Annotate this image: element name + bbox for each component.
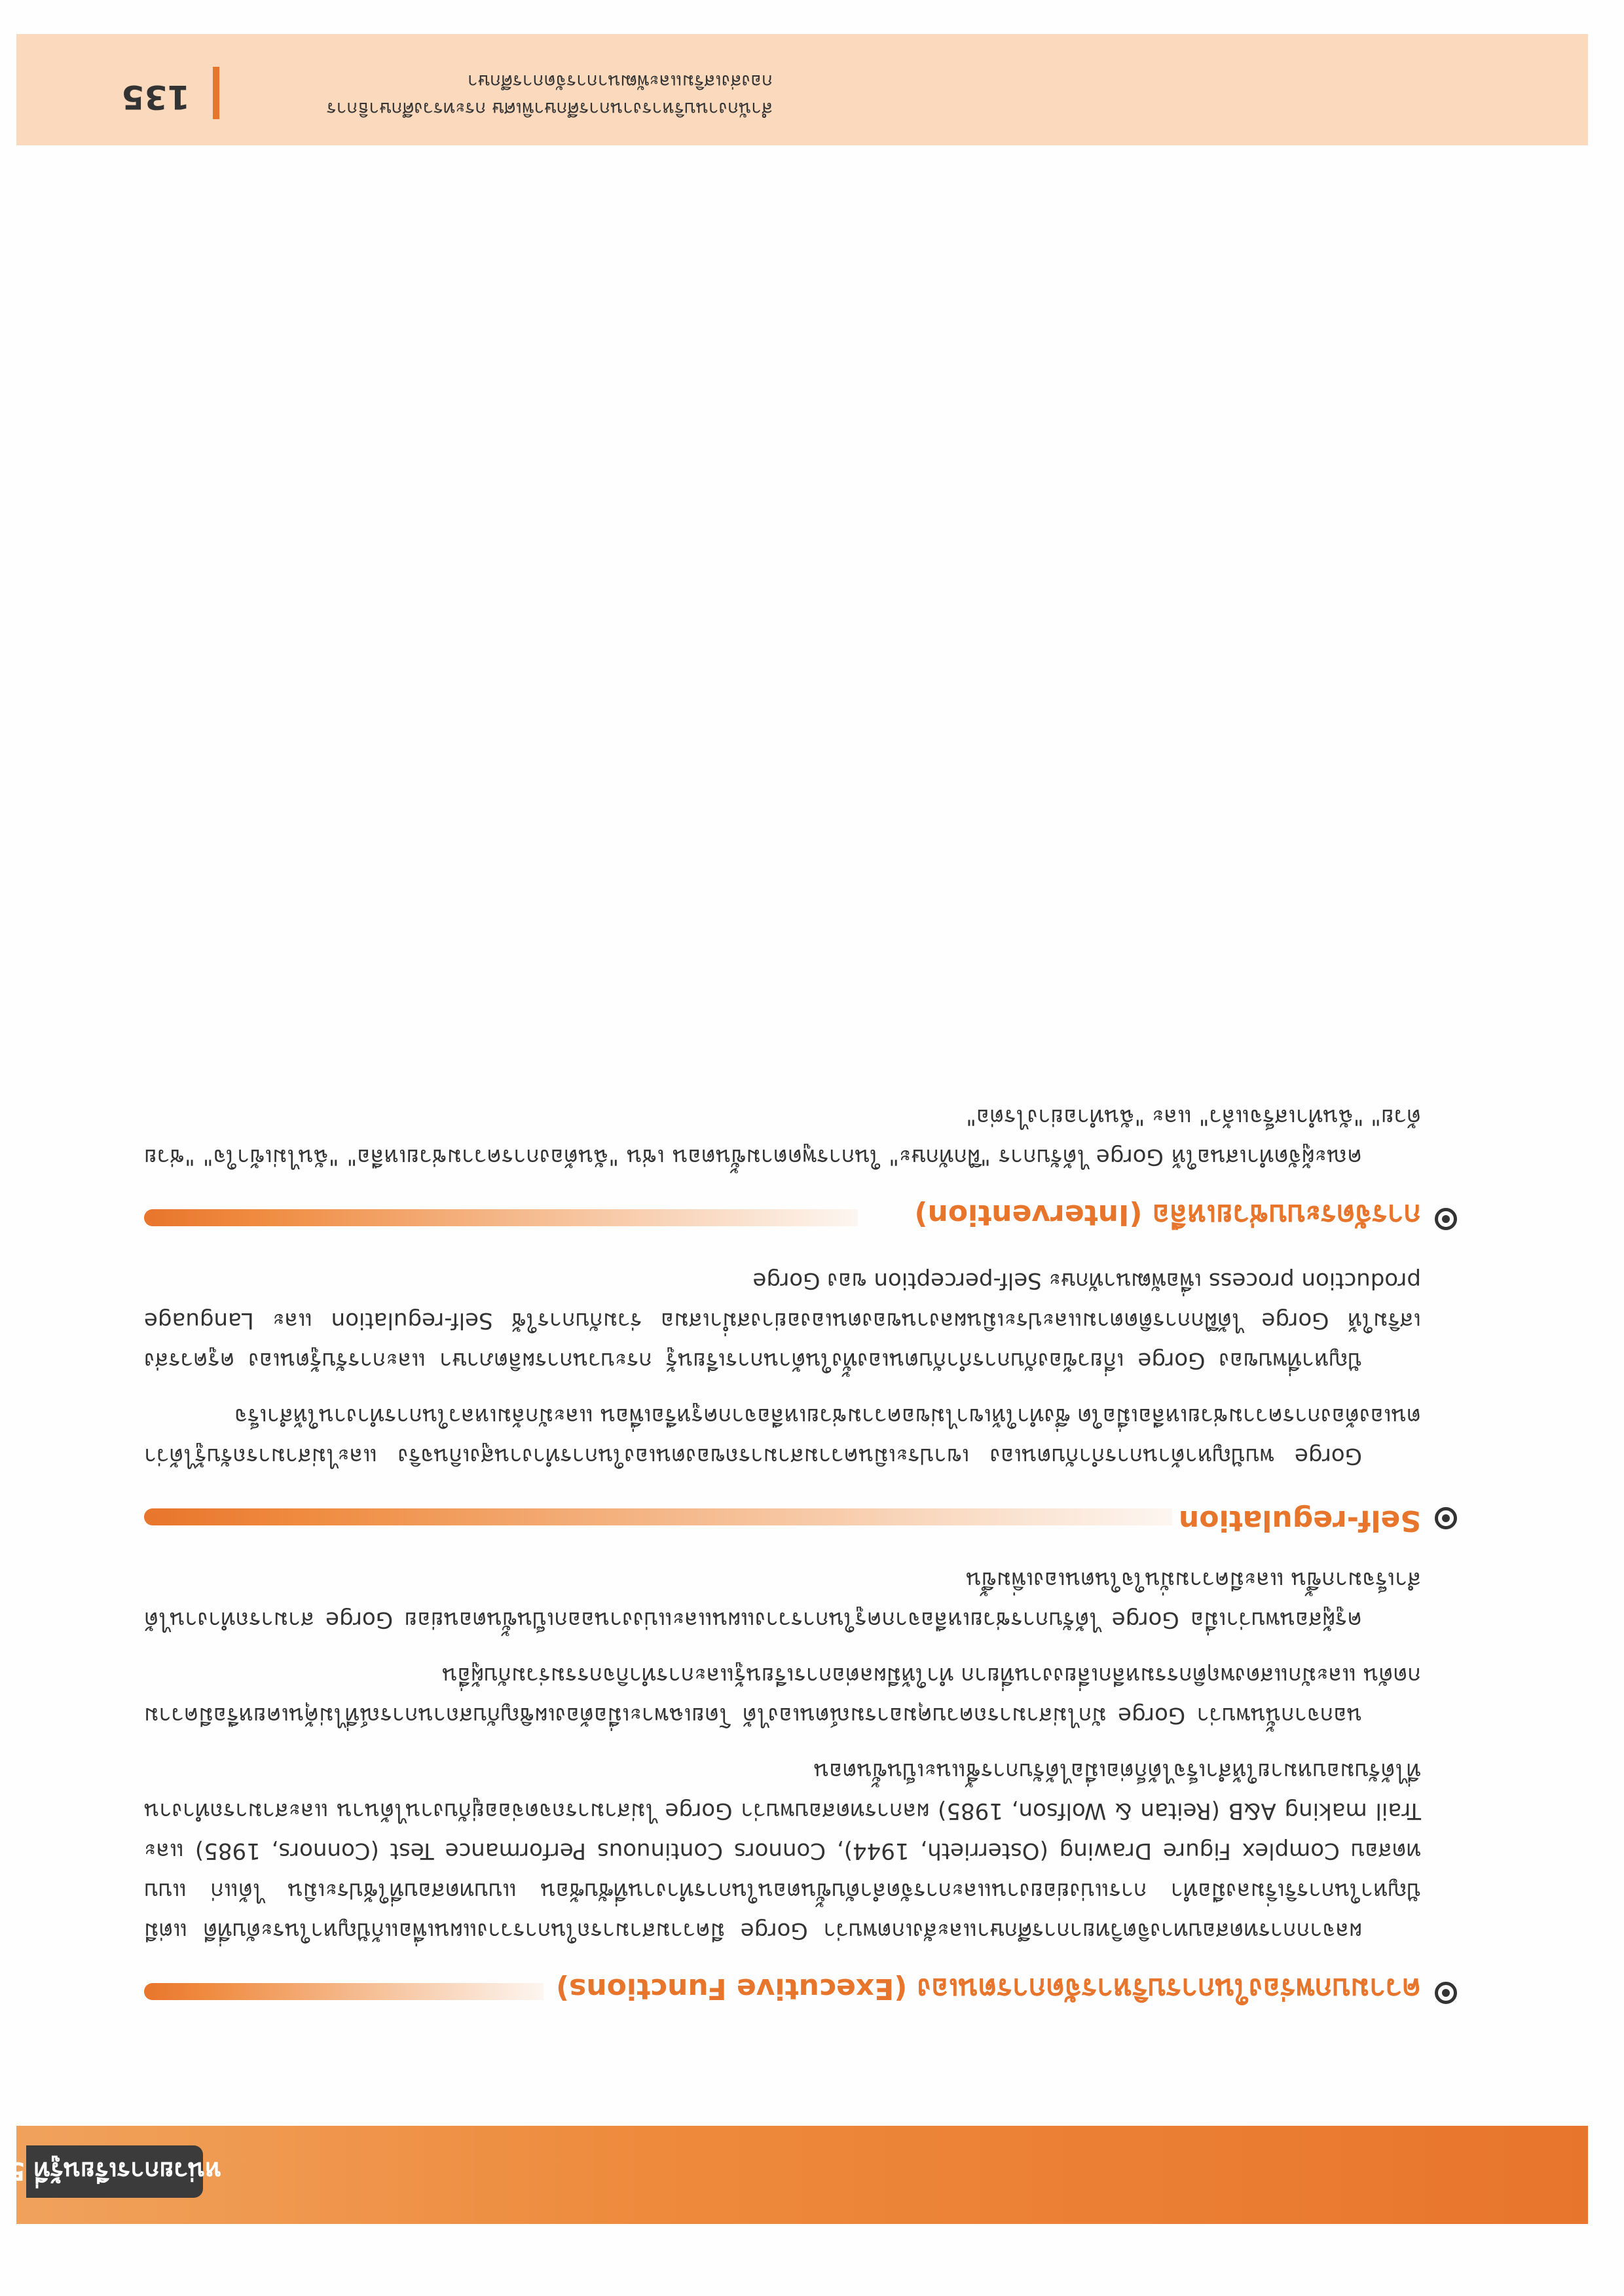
section-intervention (144, 1097, 1421, 1241)
heading-rule (144, 1209, 858, 1226)
content-area (144, 1081, 1421, 2014)
section-self-regulation (144, 1260, 1421, 1540)
section-title: การจัดระบบช่วยเหลือ (Intervention) (914, 1198, 1421, 1231)
publisher-line: สำนักงานบริหารงานการศึกษาพิเศษ กระทรวงศึกษาธิการ (326, 98, 773, 120)
header-band (16, 2126, 1588, 2224)
section-bullet-icon (1435, 1982, 1457, 2004)
section-bullet-icon (1435, 1507, 1457, 1529)
publisher-line: กองส่งเสริมและพัฒนาการจัดการศึกษา (467, 71, 773, 92)
paragraph: Gorge พบปัญหาด้านการกำกับตนเอง เขาประเมินความสามารถของตนเองในการทำงานสูงเกินจริง และไม่สามารถรับรู้ได้ว่าตนเองต้องการความช่วยเหลือเมื่อใด ซึ่งทำให้เขาไม่ขอความช่วยเหลือจากครูหรือเพื่อน และมักล้มเหลวในการทำงานให้สำเร็จ (144, 1403, 1421, 1469)
paragraph: ผลจากการทดสอบทางจิตวิทยาการศึกษาและสังเกตพบว่า Gorge มีความสามารถในการวางแผนเพื่อแก้ปัญหาในระดับที่ดี แต่มีปัญหาในการริเริ่มลงมือทำ การแบ่งย่อยงานและการจัดลำดับขั้นตอนในการทำงานที่ซับซ้อน แบบทดสอบที่ใช้ประเมิน ได้แก่ แบบทดสอบ Complex Figure Drawing (Osterrieth, 1944), Connors Continuous Performance Test (Connors, 1985) และ Trail making A&B (Reitan & Wolfson, 1985) ผลการทดสอบพบว่า Gorge ไม่สามารถจดจ่ออยู่กับงานได้นาน และสามารถทำงานที่ได้รับมอบหมายให้สำเร็จได้ก็ต่อเมื่อได้รับการชี้แนะเป็นขั้นตอน (144, 1758, 1421, 1944)
footer-publisher (236, 67, 773, 122)
chapter-label: หน่วยการเรียนรู้ที่ 5 (26, 2145, 203, 2198)
section-bullet-icon (1435, 1208, 1457, 1230)
section-heading (144, 1195, 1421, 1241)
paragraph: นอกจากนั้นพบว่า Gorge มักไม่สามารถควบคุมอารมณ์ตนเองได้ โดยเฉพาะเมื่อต้องเผชิญกับสถานการณ์ที่ไม่คุ้นเคยหรือมีความกดดัน และมักแสดงพฤติกรรมหลีกเลี่ยงงานที่ยาก ทำให้มีผลต่อการเรียนรู้และการทำกิจกรรมร่วมกับผู้อื่น (144, 1662, 1421, 1728)
section-title: Self-regulation (1178, 1504, 1421, 1537)
heading-rule (144, 1508, 1172, 1525)
section-heading (144, 1969, 1421, 2014)
page-number: 135 (121, 78, 190, 116)
section-heading (144, 1494, 1421, 1540)
footer-divider (213, 67, 219, 119)
section-executive-functions (144, 1559, 1421, 2014)
paragraph: ครูผู้สอนพบว่าเมื่อ Gorge ได้รับการช่วยเหลือจากครูในการวางแผนและแบ่งงานออกเป็นขั้นตอนย่อย Gorge สามารถทำงานได้สำเร็จมากขึ้น และมีความมั่นใจในตนเองเพิ่มขึ้น (144, 1567, 1421, 1633)
paragraph: ปัญหาที่พบของ Gorge เกี่ยวข้องกับการกำกับตนเองทั้งในด้านการเรียนรู้ กระบวนการผลิตภาษา และการรับรู้ตนเอง ครูควรส่งเสริมให้ Gorge ได้ฝึกการติดตามและประเมินผลงานของตนเองอย่างสม่ำเสมอ ร่วมกับการใช้ Self-regulation และ Language production process เพื่อพัฒนาทักษะ Self-perception ของ Gorge (144, 1267, 1421, 1374)
section-title: ความบกพร่องในการบริหารจัดการตนเอง (Executive Functions) (556, 1972, 1421, 2005)
heading-rule (144, 1983, 544, 2000)
paragraph: คณะผู้จัดทำเสนอให้ Gorge ได้รับการ "ฝึกทักษะ" ในการพูดตามขั้นตอน เช่น "ฉันต้องการความช่วยเหลือ" "ฉันไม่เข้าใจ" "ช่วยด้วย" "ฉันทำเสร็จแล้ว" และ "ฉันทำอย่างไรต่อ" (144, 1104, 1421, 1170)
